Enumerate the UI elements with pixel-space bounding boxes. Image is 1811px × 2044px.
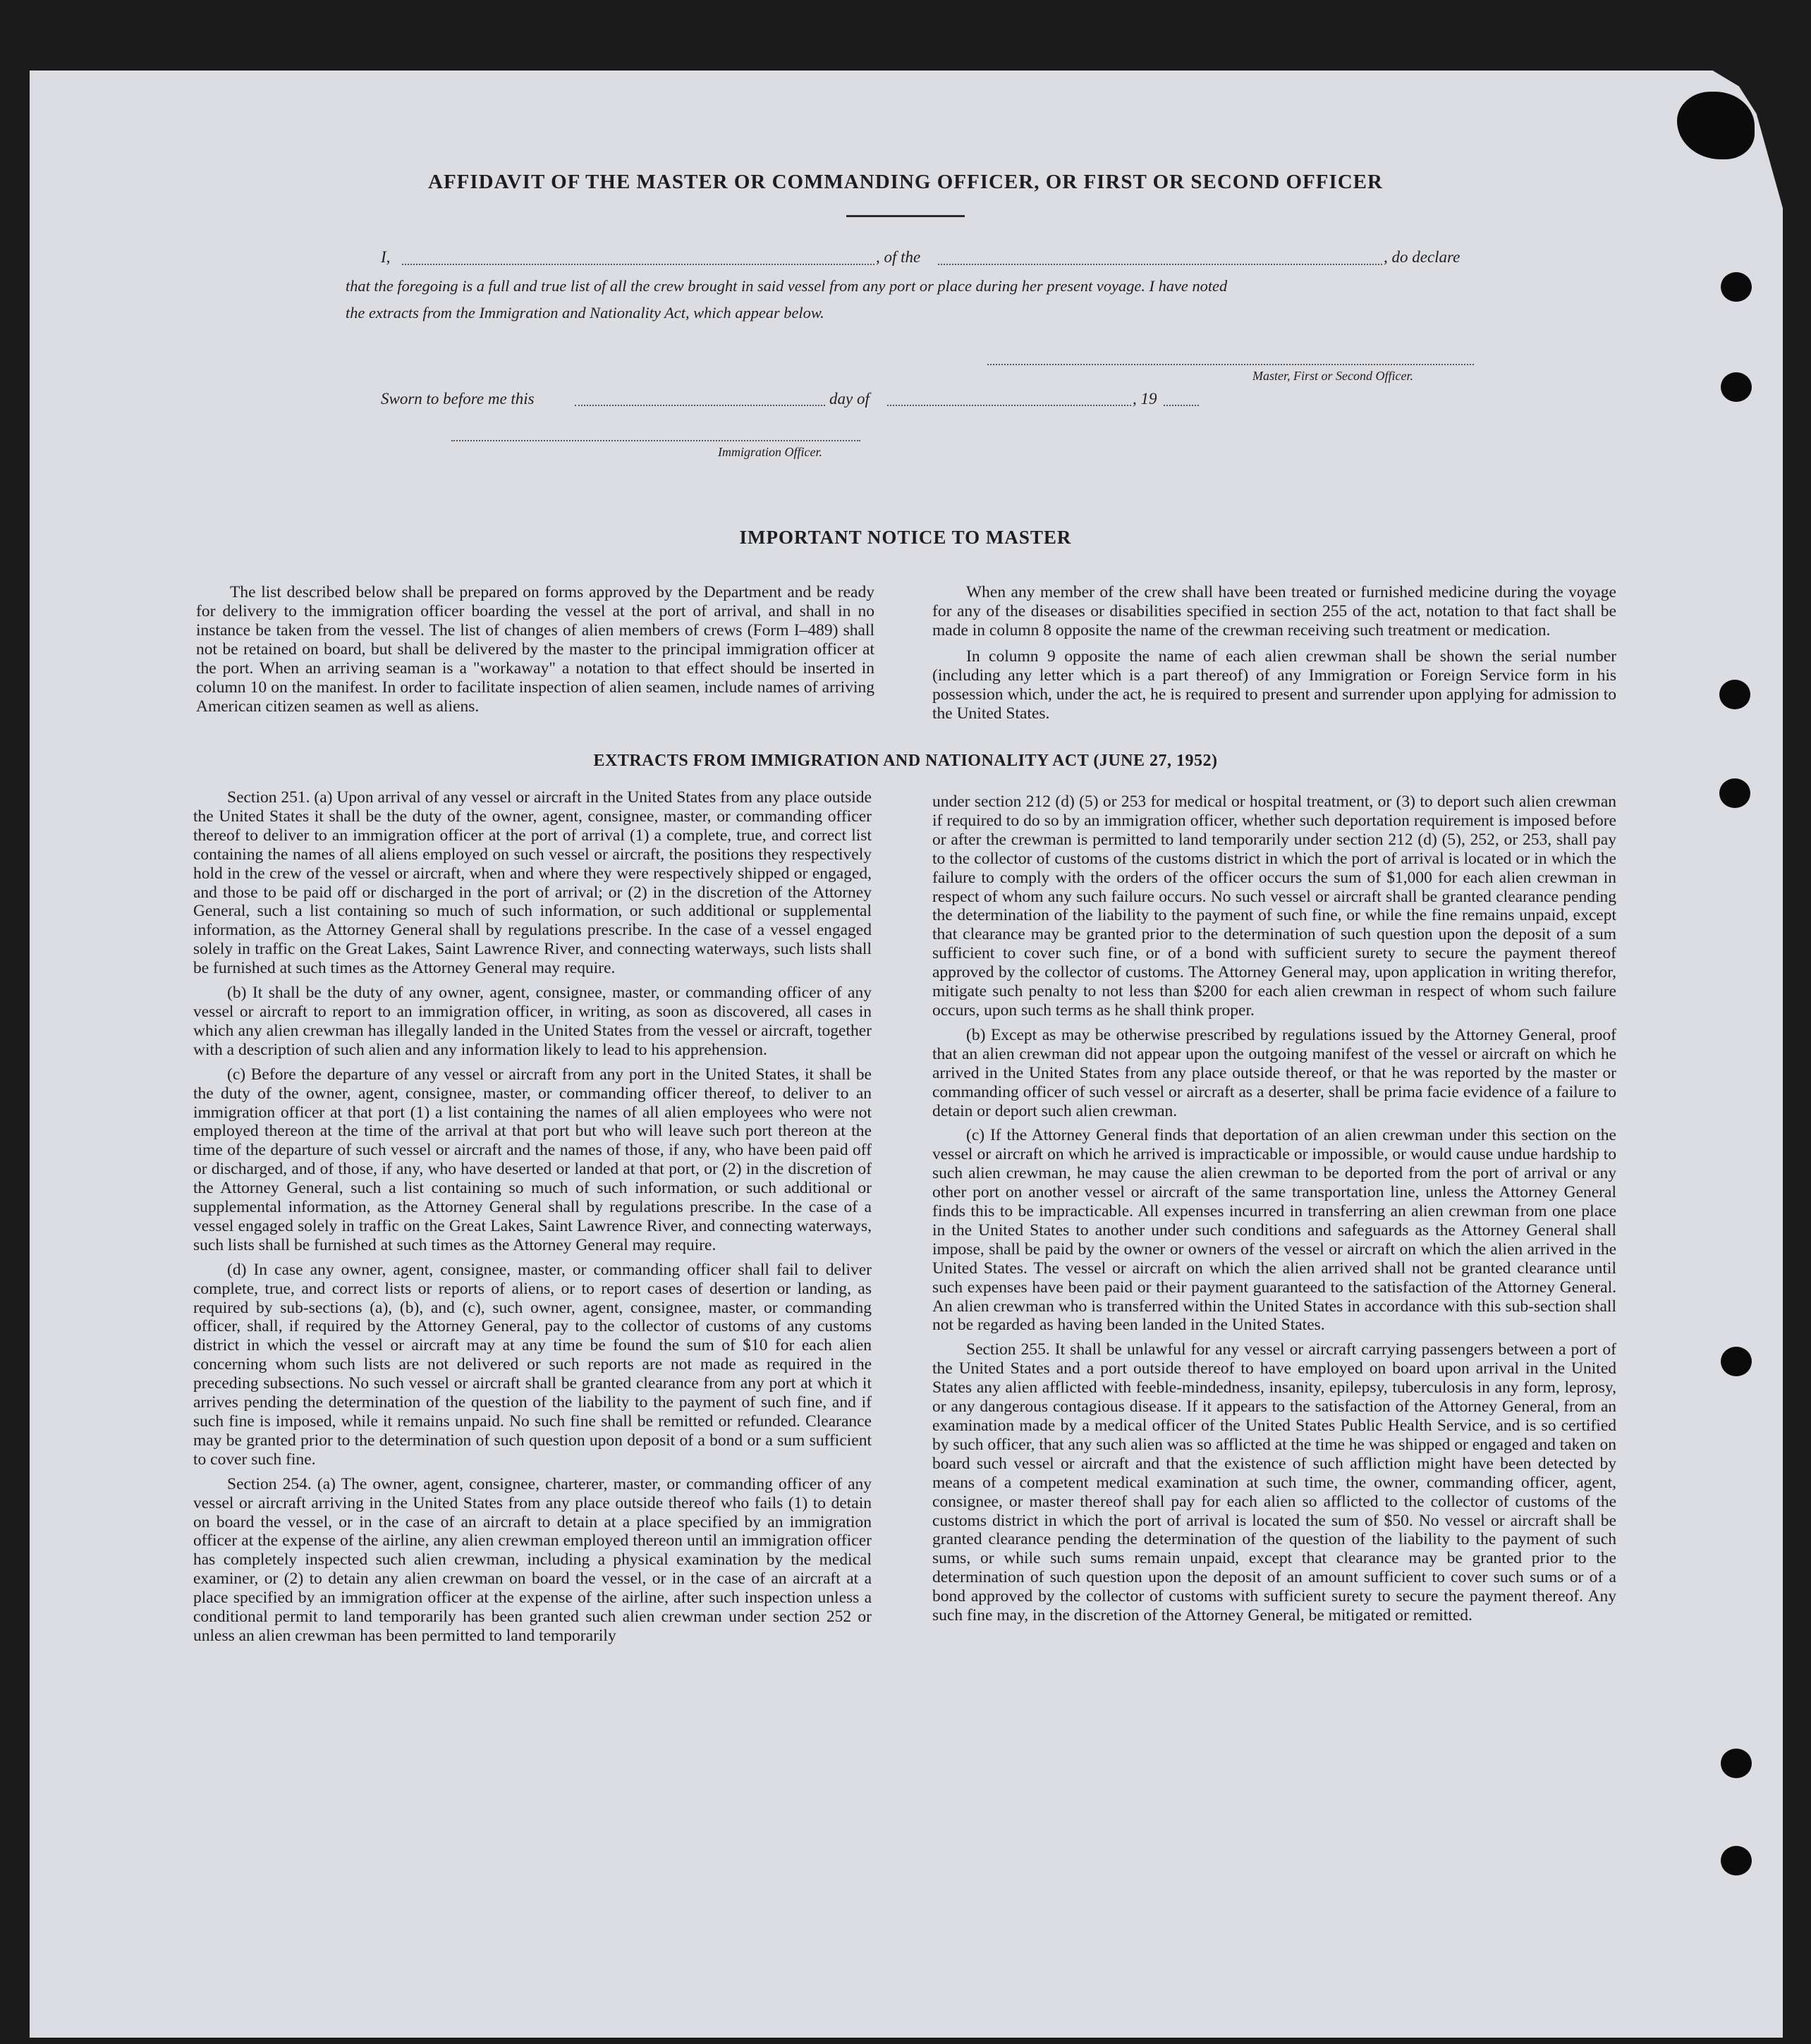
punch-hole	[1721, 372, 1752, 402]
year-prefix: , 19	[1133, 390, 1157, 408]
master-caption: Master, First or Second Officer.	[1252, 369, 1413, 383]
vessel-blank	[938, 264, 1382, 265]
sworn-label: Sworn to before me this	[381, 390, 535, 408]
month-blank	[887, 405, 1131, 406]
section-251b: (b) It shall be the duty of any owner, agent, consignee, master, or commanding officer of any vessel or aircraft to report to an immigration officer, in writing, as soon as discovered, all cases in which any alien crewman has illegally landed in the United States from the vessel or aircraft, together with a description of such alien and any information likely to lead to his apprehension.	[193, 984, 872, 1059]
title-underline	[846, 215, 965, 217]
day-of-label: day of	[829, 390, 870, 408]
sworn-day-blank	[575, 405, 825, 406]
affidavit-do-declare-label: , do declare	[1384, 248, 1461, 266]
punch-hole	[1721, 1846, 1752, 1875]
punch-hole	[1721, 1749, 1752, 1778]
section-251c: (c) Before the departure of any vessel or aircraft from any port in the United States, it shall be the duty of the owner, agent, consignee, master, or commanding officer thereof, to deliver to an immigration officer at that port (1) a list containing the names of all alien employees who were not employed thereon at the time of the arrival at that port but who will leave such port thereon at the time of the departure of such vessel or aircraft and the names of those, if any, who have been paid off or discharged, and of those, if any, who have deserted or landed at that port, or (2) in the discretion of the Attorney General, such a list containing so much of such information, or such additional or supplemental information, as the Attorney General shall by regulations prescribe. In the case of a vessel engaged solely in traffic on the Great Lakes, Saint Lawrence River, and connecting waterways, such lists shall be furnished at such times as the Attorney General may require.	[193, 1065, 872, 1254]
punch-hole	[1719, 680, 1750, 709]
notice-left	[196, 583, 874, 721]
punch-hole	[1721, 272, 1752, 302]
section-251a: Section 251. (a) Upon arrival of any vessel or aircraft in the United States from any place outside the United States it shall be the duty of the owner, agent, consignee, master, or commanding officer thereof to deliver to an immigration officer at the port of arrival (1) a complete, true, and correct list containing the names of all aliens employed on such vessel or aircraft, the positions they respectively hold in the crew of the vessel or aircraft, when and where they were respectively shipped or engaged, and those to be paid off or discharged in the port of arrival; or (2) in the discretion of the Attorney General, such a list containing so much of such information, or such additional or supplemental information, as the Attorney General shall by regulations prescribe. In the case of a vessel engaged solely in traffic on the Great Lakes, Saint Lawrence River, and connecting waterways, such lists shall be furnished at such times as the Attorney General may require.	[193, 788, 872, 978]
notice-title: IMPORTANT NOTICE TO MASTER	[739, 527, 1072, 548]
master-signature-line	[987, 364, 1474, 365]
name-blank	[402, 264, 874, 265]
affidavit-i-label: I,	[381, 248, 391, 266]
notice-left-paragraph: The list described below shall be prepared on forms approved by the Department and be ready for delivery to the immigration officer boarding the vessel at the port of arrival, and shall in no instance be taken from the vessel. The list of changes of alien members of crews (Form I–489) shall not be retained on board, but shall be delivered by the master to the principal immigration officer at the port. When an arriving seaman is a "workaway" a notation to that effect should be inserted in column 10 on the manifest. In order to facilitate inspection of alien seamen, include names of arriving American citizen seamen as well as aliens.	[196, 583, 874, 716]
extracts-title: EXTRACTS FROM IMMIGRATION AND NATIONALITY ACT (JUNE 27, 1952)	[593, 752, 1218, 770]
extracts-right-column	[932, 792, 1616, 1631]
section-255: Section 255. It shall be unlawful for any vessel or aircraft carrying passengers between a port of the United States and a port outside thereof to have employed on board upon arrival in the United States any alien afflicted with feeble-mindedness, insanity, epilepsy, tuberculosis in any form, leprosy, or any dangerous contagious disease. If it appears to the satisfaction of the Attorney General, from an examination made by a medical officer of the United States Public Health Service, and is so certified by such officer, that any such alien was so afflicted at the time he was shipped or engaged and taken on board such vessel or aircraft and that the existence of such affliction might have been detected by means of a competent medical examination at such time, the owner, commanding officer, agent, consignee, or master thereof shall pay for each alien so afflicted to the collector of customs of the customs district in which the port of arrival is located the sum of $50. No vessel or aircraft shall be granted clearance pending the determination of the question of the liability to the payment of such sums, or while such sums remain unpaid, except that clearance may be granted prior to the determination of such question upon the deposit of an amount sufficient to cover such sums or of a bond approved by the collector of customs with sufficient surety to secure the payment thereof. Any such fine may, in the discretion of the Attorney General, be mitigated or remitted.	[932, 1340, 1616, 1625]
officer-caption: Immigration Officer.	[718, 445, 822, 459]
affidavit-statement: that the foregoing is a full and true list of all the crew brought in said vessel from any port or place during her present voyage. I have noted	[346, 277, 1228, 295]
extracts-left-column	[193, 788, 872, 1651]
affidavit-of-the-label: , of the	[876, 248, 921, 266]
section-254a-continued: under section 212 (d) (5) or 253 for medical or hospital treatment, or (3) to deport such alien crewman if required to do so by an immigration officer, whether such deportation requirement is imposed before or after the crewman is permitted to land temporarily under section 212 (d) (5), 252, or 253, shall pay to the collector of customs of the customs district in which the port of arrival is located or in which the failure to comply with the orders of the officer occurs the sum of $1,000 for each alien crewman in respect of whom any such failure occurs. No such vessel or aircraft shall be granted clearance pending the determination of the liability to the payment of such fine, or while the fine remains unpaid, except that clearance may be granted prior to the determination of such question upon the deposit of a sum sufficient to cover such fine, or of a bond with sufficient surety to secure the payment thereof approved by the collector of customs. The Attorney General may, upon application in writing therefor, mitigate such penalty to not less than $200 for each alien crewman in respect of whom such failure occurs, upon such terms as he shall think proper.	[932, 792, 1616, 1020]
section-251d: (d) In case any owner, agent, consignee, master, or commanding officer shall fail to deliver complete, true, and correct lists or reports of aliens, or to report cases of desertion or landing, as required by sub-sections (a), (b), and (c), such owner, agent, consignee, master, or commanding officer, shall, if required by the Attorney General, pay to the collector of customs of any customs district in which the vessel or aircraft may at any time be found the sum of $10 for each alien concerning whom such lists are not delivered or such reports are not made as required in the preceding subsections. No such vessel or aircraft shall be granted clearance from any port at which it arrives pending the determination of the question of the liability to the payment of such fine, and if such fine is imposed, while it remains unpaid. No such fine shall be remitted or refunded. Clearance may be granted prior to the determination of such question upon deposit of a bond or a sum sufficient to cover such fine.	[193, 1260, 872, 1469]
notice-right-paragraph-2: In column 9 opposite the name of each alien crewman shall be shown the serial number (including any letter which is a part thereof) of any Immigration or Foreign Service form in his possession which, under the act, he is required to present and surrender upon applying for admission to the United States.	[932, 647, 1616, 723]
section-254a: Section 254. (a) The owner, agent, consignee, charterer, master, or commanding officer of any vessel or aircraft arriving in the United States from any place outside thereof who fails (1) to detain on board the vessel, or in the case of an aircraft to detain at a place specified by an immigration officer at the expense of the airline, any alien crewman employed thereon until an immigration officer has completely inspected such alien crewman, including a physical examination by the medical examiner, or (2) to detain any alien crewman on board the vessel, or in the case of an aircraft at a place specified by an immigration officer at the expense of the airline, after such inspection unless a conditional permit to land temporarily has been granted such alien crewman under section 252 or unless an alien crewman has been permitted to land temporarily	[193, 1474, 872, 1645]
notice-right	[932, 583, 1616, 728]
officer-signature-line	[451, 440, 860, 441]
punch-hole	[1721, 1347, 1752, 1376]
notice-right-paragraph-1: When any member of the crew shall have been treated or furnished medicine during the voyage for any of the diseases or disabilities specified in section 255 of the act, notation to that fact shall be made in column 8 opposite the name of the crewman receiving such treatment or medication.	[932, 583, 1616, 639]
section-254c: (c) If the Attorney General finds that deportation of an alien crewman under this section on the vessel or aircraft on which he arrived is impracticable or impossible, or would cause undue hardship to such alien crewman, he may cause the alien crewman to be deported from the port of arrival or any other port on another vessel or aircraft of the same transportation line, unless the Attorney General finds this to be impracticable. All expenses incurred in transferring an alien crewman from one place in the United States to another under such conditions and safeguards as the Attorney General shall impose, shall be paid by the owner or owners of the vessel or aircraft on which the alien arrived in the United States. The vessel or aircraft on which the alien arrived shall not be granted clearance until such expenses have been paid or their payment guaranteed to the satisfaction of the Attorney General. An alien crewman who is transferred within the United States in accordance with this sub-section shall not be regarded as having been landed in the United States.	[932, 1126, 1616, 1335]
affidavit-statement-cont: the extracts from the Immigration and Nationality Act, which appear below.	[346, 304, 824, 322]
punch-hole	[1719, 778, 1750, 808]
affidavit-title: AFFIDAVIT OF THE MASTER OR COMMANDING OFFICER, OR FIRST OR SECOND OFFICER	[428, 171, 1383, 193]
section-254b: (b) Except as may be otherwise prescribed by regulations issued by the Attorney General, proof that an alien crewman did not appear upon the outgoing manifest of the vessel or aircraft on which he arrived in the United States from any place outside thereof, or that he was reported by the master or commanding officer of such vessel or aircraft as a deserter, shall be prima facie evidence of a failure to detain or deport such alien crewman.	[932, 1025, 1616, 1120]
year-blank	[1164, 405, 1199, 406]
